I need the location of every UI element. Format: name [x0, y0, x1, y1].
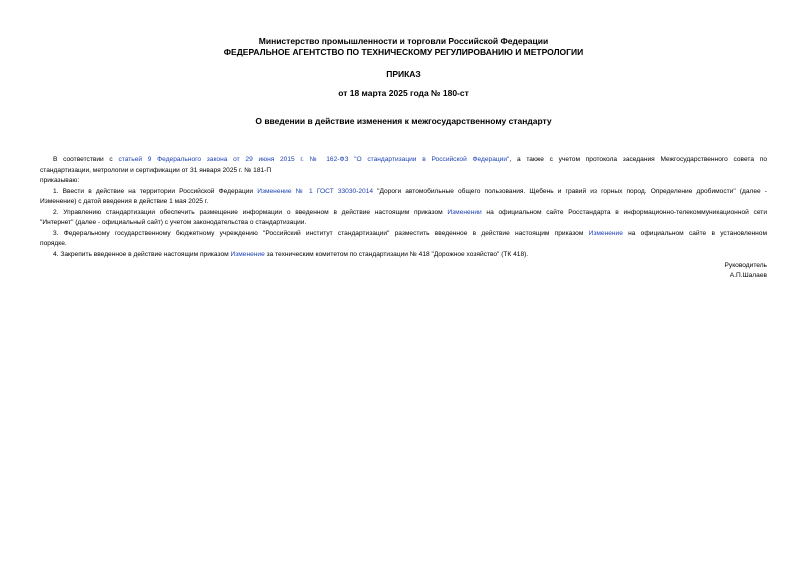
item-3-line-1: 3. Федеральному государственному бюджетному учреждению "Российский институт стандартизации" разместить введенное в действие настоящим приказом Изменение на официальном сайте в установленном	[53, 229, 767, 237]
signature-block	[725, 261, 767, 281]
change-link-2[interactable]: Изменении	[447, 208, 482, 216]
preamble-line-2: стандартизации, метрологии и сертификации от 31 января 2025 г. № 181-П	[40, 166, 272, 174]
signatory-name: А.П.Шалаев	[729, 272, 767, 279]
item-3-line-2: порядке.	[40, 240, 67, 247]
document-body	[40, 155, 767, 260]
item-2-line-2: "Интернет" (далее - официальный сайт) с учетом законодательства о стандартизации.	[40, 219, 307, 226]
item-4-line-1: 4. Закрепить введенное в действие настоящим приказом Изменение за техническим комитетом по стандартизации № 418 "Дорожное хозяйство" (ТК 418).	[53, 250, 529, 258]
federal-law-link[interactable]: статьей 9 Федерального закона от 29 июня 2015 г. № 162-ФЗ "О стандартизации в Российской Федерации"	[118, 156, 510, 163]
agency-name: ФЕДЕРАЛЬНОЕ АГЕНТСТВО ПО ТЕХНИЧЕСКОМУ РЕГУЛИРОВАНИЮ И МЕТРОЛОГИИ	[223, 47, 584, 57]
doc-type: ПРИКАЗ	[386, 69, 421, 79]
order-word: приказываю:	[40, 177, 80, 184]
item-1-line-2: Изменение) с датой введения в действие 1 мая 2025 г.	[40, 198, 209, 205]
doc-title: О введении в действие изменения к межгосударственному стандарту	[255, 116, 552, 126]
item-2-line-1: 2. Управлению стандартизации обеспечить размещение информации о введенном в действие настоящим приказом Изменении на официальном сайте Росстандарта в информационно-телекоммуникационной сети	[53, 208, 767, 216]
gost-change-link[interactable]: Изменение № 1 ГОСТ 33030-2014	[257, 187, 374, 195]
preamble-line-1: В соответствии с статьей 9 Федерального закона от 29 июня 2015 г. № 162-ФЗ "О стандартизации в Российской Федерации", а также с учетом протокола заседания Межгосударственного совета по	[53, 156, 768, 163]
change-link-4[interactable]: Изменение	[230, 250, 265, 258]
ministry-name: Министерство промышленности и торговли Российской Федерации	[258, 36, 549, 46]
change-link-3[interactable]: Изменение	[588, 229, 623, 237]
signatory-position: Руководитель	[724, 262, 767, 269]
doc-date-number: от 18 марта 2025 года № 180-ст	[338, 88, 469, 98]
item-1-line-1: 1. Ввести в действие на территории Российской Федерации Изменение № 1 ГОСТ 33030-2014 "Дороги автомобильные общего пользования. Щебень и гравий из горных пород. Определение дробимости" (далее -	[53, 187, 767, 195]
